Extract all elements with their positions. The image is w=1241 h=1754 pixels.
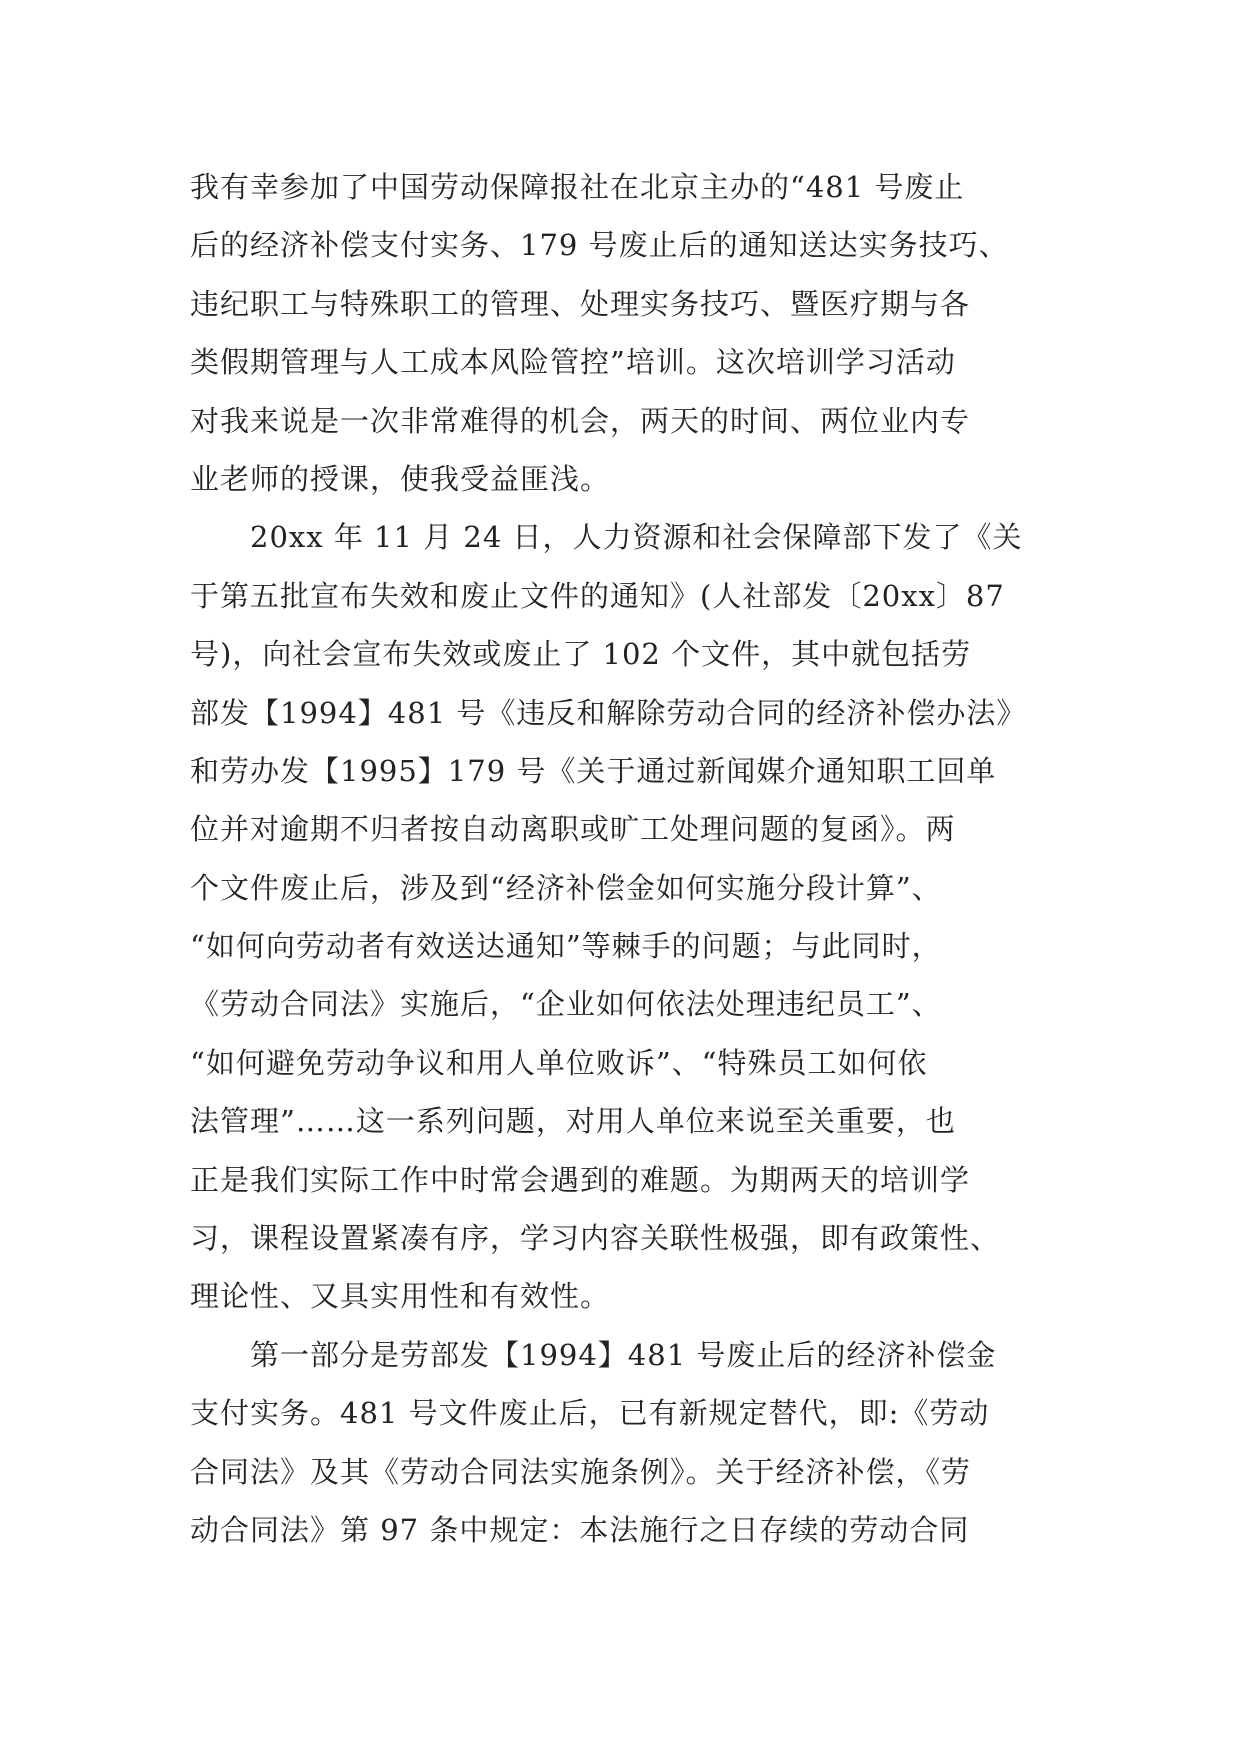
text-line: 合同法》及其《劳动合同法实施条例》。关于经济补偿，《劳 (190, 1454, 972, 1489)
text-line: 第一部分是劳部发【1994】481 号废止后的经济补偿金 (190, 1337, 997, 1372)
text-line: “如何向劳动者有效送达通知”等棘手的问题；与此同时， (190, 929, 942, 964)
text-line: 法管理”……这一系列问题，对用人单位来说至关重要，也 (190, 1104, 956, 1139)
text-line: 部发【1994】481 号《违反和解除劳动合同的经济补偿办法》 (190, 695, 1027, 730)
text-line: 和劳办发【1995】179 号《关于通过新闻媒介通知职工回单 (190, 753, 997, 788)
text-line: 号)，向社会宣布失效或废止了 102 个文件，其中就包括劳 (190, 637, 972, 672)
body-text (190, 158, 1060, 1559)
text-line: 动合同法》第 97 条中规定：本法施行之日存续的劳动合同 (190, 1512, 970, 1547)
text-line: 理论性、又具实用性和有效性。 (190, 1279, 611, 1314)
text-line: 习，课程设置紧凑有序，学习内容关联性极强，即有政策性、 (190, 1221, 1001, 1256)
text-line: 位并对逾期不归者按自动离职或旷工处理问题的复函》。两 (190, 812, 956, 847)
text-line: 个文件废止后，涉及到“经济补偿金如何实施分段计算”、 (190, 870, 942, 905)
text-line: 20xx 年 11 月 24 日，人力资源和社会保障部下发了《关 (190, 520, 1023, 555)
text-line: 《劳动合同法》实施后，“企业如何依法处理违纪员工”、 (190, 987, 942, 1022)
text-line: 支付实务。481 号文件废止后，已有新规定替代，即:《劳动 (190, 1396, 990, 1431)
text-line: “如何避免劳动争议和用人单位败诉”、“特殊员工如何依 (190, 1045, 928, 1080)
text-line: 业老师的授课，使我受益匪浅。 (190, 461, 611, 496)
text-line: 后的经济补偿支付实务、179 号废止后的通知送达实务技巧、 (190, 228, 1009, 263)
text-line: 正是我们实际工作中时常会遇到的难题。为期两天的培训学 (190, 1162, 971, 1197)
text-line: 我有幸参加了中国劳动保障报社在北京主办的“481 号废止 (190, 170, 965, 204)
text-line: 类假期管理与人工成本风险管控”培训。这次培训学习活动 (190, 345, 956, 380)
text-line: 违纪职工与特殊职工的管理、处理实务技巧、暨医疗期与各 (190, 286, 971, 321)
text-line: 于第五批宣布失效和废止文件的通知》(人社部发〔20xx〕87 (190, 578, 1005, 613)
text-line: 对我来说是一次非常难得的机会，两天的时间、两位业内专 (190, 403, 971, 438)
